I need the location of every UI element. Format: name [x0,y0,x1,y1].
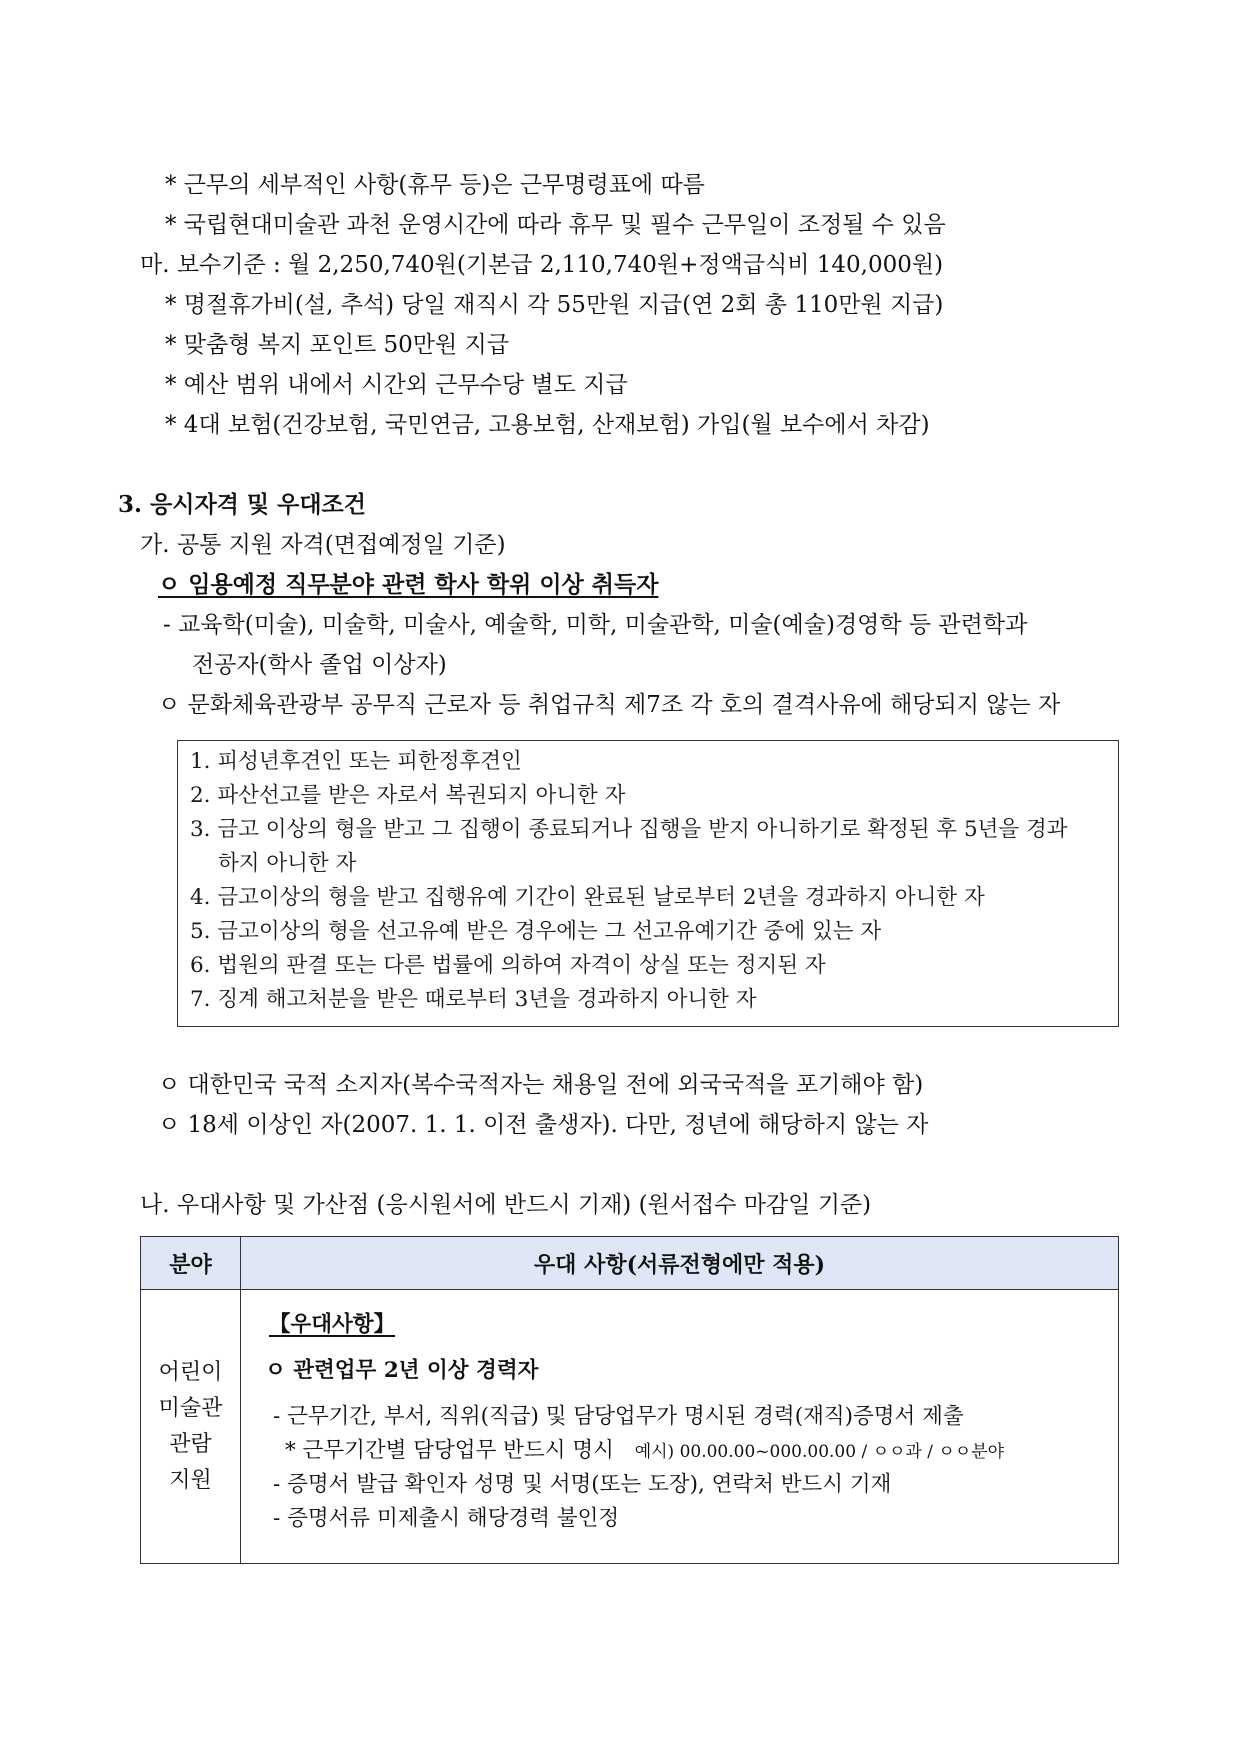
disqualification-requirement: ㅇ 문화체육관광부 공무직 근로자 등 취업규칙 제7조 각 호의 결격사유에 해당되지 않는 자 [158,692,1061,718]
salary-heading: 마. 보수기준 : 월 2,250,740원(기본급 2,110,740원+정액급식비 140,000원) [140,252,944,278]
duty-note-example: 예시) 00.00.00~000.00.00 / ㅇㅇ과 / ㅇㅇ분야 [634,1442,1005,1462]
disqualification-item-continued: 하지 아니한 자 [218,851,357,876]
disqualification-item: 4. 금고이상의 형을 받고 집행유예 기간이 완료된 날로부터 2년을 경과하지 아니한 자 [190,885,985,910]
overtime-note: * 예산 범위 내에서 시간외 근무수당 별도 지급 [165,372,628,398]
preference-table-header [141,1237,1119,1290]
insurance-note: * 4대 보험(건강보험, 국민연금, 고용보험, 산재보험) 가입(월 보수에서 차감) [165,412,930,438]
field-line: 미술관 [158,1395,223,1421]
welfare-point-note: * 맞춤형 복지 포인트 50만원 지급 [165,332,509,358]
preference-column-header: 우대 사항(서류전형에만 적용) [241,1237,1119,1290]
field-line: 관람 [169,1431,212,1457]
preference-table [140,1236,1119,1564]
holiday-bonus-note: * 명절휴가비(설, 추석) 당일 재직시 각 55만원 지급(연 2회 총 110만원 지급) [165,292,944,318]
schedule-adjust-note: * 국립현대미술관 과천 운영시간에 따라 휴무 및 필수 근무일이 조정될 수 있음 [165,212,946,238]
preference-tag: 【우대사항】 [269,1312,396,1337]
section-3-title: 3. 응시자격 및 우대조건 [118,491,366,518]
degree-requirement: ㅇ 임용예정 직무분야 관련 학사 학위 이상 취득자 [158,571,659,598]
preference-cell [241,1290,1119,1564]
certificate-requirement: - 근무기간, 부서, 직위(직급) 및 담당업무가 명시된 경력(재직)증명서 제출 [273,1404,964,1429]
no-submission-note: - 증명서류 미제출시 해당경력 불인정 [273,1506,620,1531]
nationality-requirement: ㅇ 대한민국 국적 소지자(복수국적자는 채용일 전에 외국국적을 포기해야 함) [158,1072,924,1098]
work-detail-note: * 근무의 세부적인 사항(휴무 등)은 근무명령표에 따름 [165,172,705,198]
duty-note [285,1436,1004,1467]
disqualification-item: 2. 파산선고를 받은 자로서 복권되지 아니한 자 [190,783,626,808]
common-qualification-heading: 가. 공통 지원 자격(면접예정일 기준) [140,532,506,558]
major-list-continued: 전공자(학사 졸업 이상자) [192,652,447,678]
signature-requirement: - 증명서 발급 확인자 성명 및 서명(또는 도장), 연락처 반드시 기재 [273,1472,892,1497]
field-line: 어린이 [158,1359,223,1385]
career-item: ㅇ 관련업무 2년 이상 경력자 [265,1358,539,1383]
field-line: 지원 [169,1467,212,1493]
disqualification-item: 1. 피성년후견인 또는 피한정후견인 [190,749,522,774]
disqualification-item: 5. 금고이상의 형을 선고유예 받은 경우에는 그 선고유예기간 중에 있는 자 [190,919,882,944]
disqualification-box [177,740,1119,1027]
disqualification-item: 3. 금고 이상의 형을 받고 그 집행이 종료되거나 집행을 받지 아니하기로 확정된 후 5년을 경과 [190,817,1068,842]
major-list: - 교육학(미술), 미술학, 미술사, 예술학, 미학, 미술관학, 미술(예술)경영학 등 관련학과 [163,612,1028,638]
preference-table-row [141,1290,1119,1564]
disqualification-item: 6. 법원의 판결 또는 다른 법률에 의하여 자격이 상실 또는 정지된 자 [190,953,826,978]
duty-note-text: * 근무기간별 담당업무 반드시 명시 [285,1438,614,1463]
field-column-header: 분야 [141,1237,241,1290]
disqualification-item: 7. 징계 해고처분을 받은 때로부터 3년을 경과하지 아니한 자 [190,987,757,1012]
age-requirement: ㅇ 18세 이상인 자(2007. 1. 1. 이전 출생자). 다만, 정년에 해당하지 않는 자 [158,1112,929,1138]
field-cell [141,1290,241,1564]
preference-heading: 나. 우대사항 및 가산점 (응시원서에 반드시 기재) (원서접수 마감일 기준) [140,1192,872,1218]
